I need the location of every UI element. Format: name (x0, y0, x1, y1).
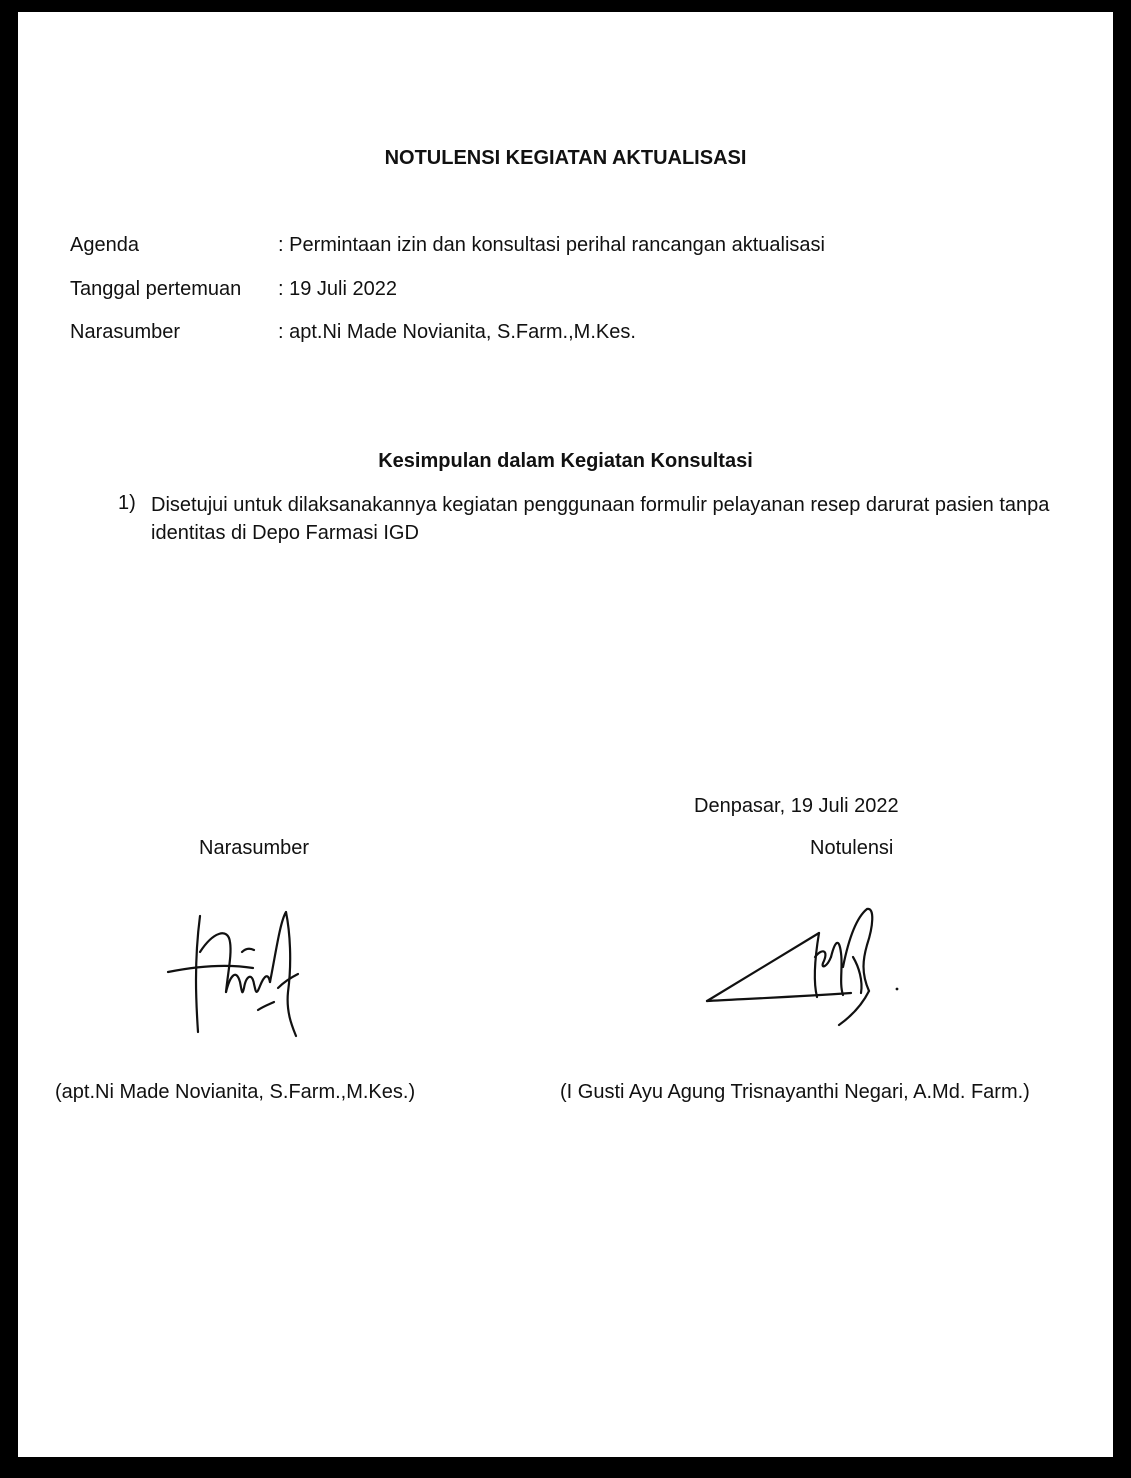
field-value-narasumber: : apt.Ni Made Novianita, S.Farm.,M.Kes. (278, 321, 636, 343)
field-value-tanggal: : 19 Juli 2022 (278, 278, 397, 300)
right-signatory-role: Notulensi (810, 837, 894, 859)
field-label-tanggal: Tanggal pertemuan (70, 278, 242, 300)
left-signatory-name: (apt.Ni Made Novianita, S.Farm.,M.Kes.) (55, 1081, 416, 1103)
field-label-agenda: Agenda (70, 234, 139, 256)
left-signatory-role: Narasumber (199, 837, 310, 859)
right-signature-image (703, 897, 903, 1042)
field-label-narasumber: Narasumber (70, 321, 181, 343)
conclusion-text: Disetujui untuk dilaksanakannya kegiatan penggunaan formulir pelayanan resep darurat pasien tanpa identitas di Depo Farmasi IGD (151, 494, 1050, 544)
conclusion-title: Kesimpulan dalam Kegiatan Konsultasi (378, 450, 753, 472)
document-title: NOTULENSI KEGIATAN AKTUALISASI (384, 147, 747, 169)
left-signature-image (158, 892, 308, 1052)
conclusion-number: 1) (118, 492, 136, 514)
document-page (18, 12, 1113, 1457)
right-signatory-name: (I Gusti Ayu Agung Trisnayanthi Negari, A.Md. Farm.) (560, 1081, 1030, 1103)
place-date: Denpasar, 19 Juli 2022 (694, 795, 899, 817)
field-value-agenda: : Permintaan izin dan konsultasi perihal rancangan aktualisasi (278, 234, 825, 256)
